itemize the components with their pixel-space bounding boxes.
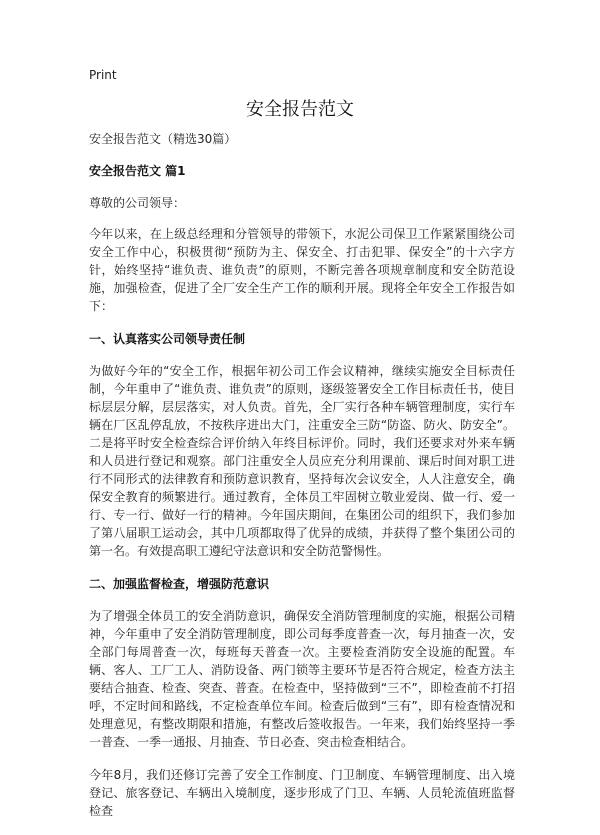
section2-paragraph-2: 今年8月，我们还修订完善了安全工作制度、门卫制度、车辆管理制度、出入境登记、旅客登记、车辆出入境制度，逐步形成了门卫、车辆、人员轮流值班监督检查 (89, 768, 515, 818)
print-link[interactable]: Print (89, 68, 117, 82)
document-title: 安全报告范文 (246, 99, 354, 120)
document-subtitle: 安全报告范文（精选30篇） (89, 132, 237, 146)
intro-paragraph: 今年以来，在上级总经理和分管领导的带领下，水泥公司保卫工作紧紧围绕公司安全工作中心，积极贯彻“预防为主、保安全、打击犯罪、保安全”的十六字方针，始终坚持“谁负责、谁负责”的原则，不断完善各项规章制度和安全防范设施，加强检查，促进了全厂安全生产工作的顺利开展。现将全年安全工作报告如下： (89, 227, 515, 313)
document-body (89, 130, 515, 835)
section1-paragraph: 为做好今年的“安全工作，根据年初公司工作会议精神，继续实施安全目标责任制，今年重申了“谁负责、谁负责”的原则，逐级签署安全工作目标责任书，使目标层层分解，层层落实，对人负责。首先，全厂实行各种车辆管理制度，实行车辆在厂区乱停乱放，不按秩序进出大门，注重安全三防“防盗、防火、防安全”。二是将平时安全检查综合评价纳入年终目标评价。同时，我们还要求对外来车辆和人员进行登记和观察。部门注重安全人员应充分利用课前、课后时间对职工进行不同形式的法律教育和预防意识教育，坚持每次会议安全，人人注意安全，确保安全教育的频繁进行。通过教育，全体员工牢固树立敬业爱岗、做一行、爱一行、专一行、做好一行的精神。今年国庆期间，在集团公司的组织下，我们参加了第八届职工运动会，其中几项都取得了优异的成绩，并获得了整个集团公司的第一名。有效提高职工遵纪守法意识和安全防范警惕性。 (89, 364, 515, 558)
article-heading: 安全报告范文 篇1 (89, 164, 186, 178)
greeting: 尊敬的公司领导： (89, 196, 186, 210)
section1-title: 一、认真落实公司领导责任制 (89, 332, 246, 346)
section2-title: 二、加强监督检查，增强防范意识 (89, 577, 270, 591)
section2-paragraph: 为了增强全体员工的安全消防意识，确保安全消防管理制度的实施，根据公司精神，今年重申了安全消防管理制度，即公司每季度普查一次，每月抽查一次，安全部门每周普查一次，每班每天普查一次。主要检查消防安全设施的配置。车辆、客人、工厂工人、消防设备、两门锁等主要环节是否符合规定，检查方法主要结合抽查、检查、突查、普查。在检查中，坚持做到“三不”，即检查前不打招呼，不定时间和路线，不定检查单位车间。检查后做到“三有”，即有检查情况和处理意见，有整改期限和措施，有整改后签收报告。一年来，我们始终坚持一季一普查、一季一通报、月抽查、节日必查、突击检查相结合。 (89, 609, 515, 749)
